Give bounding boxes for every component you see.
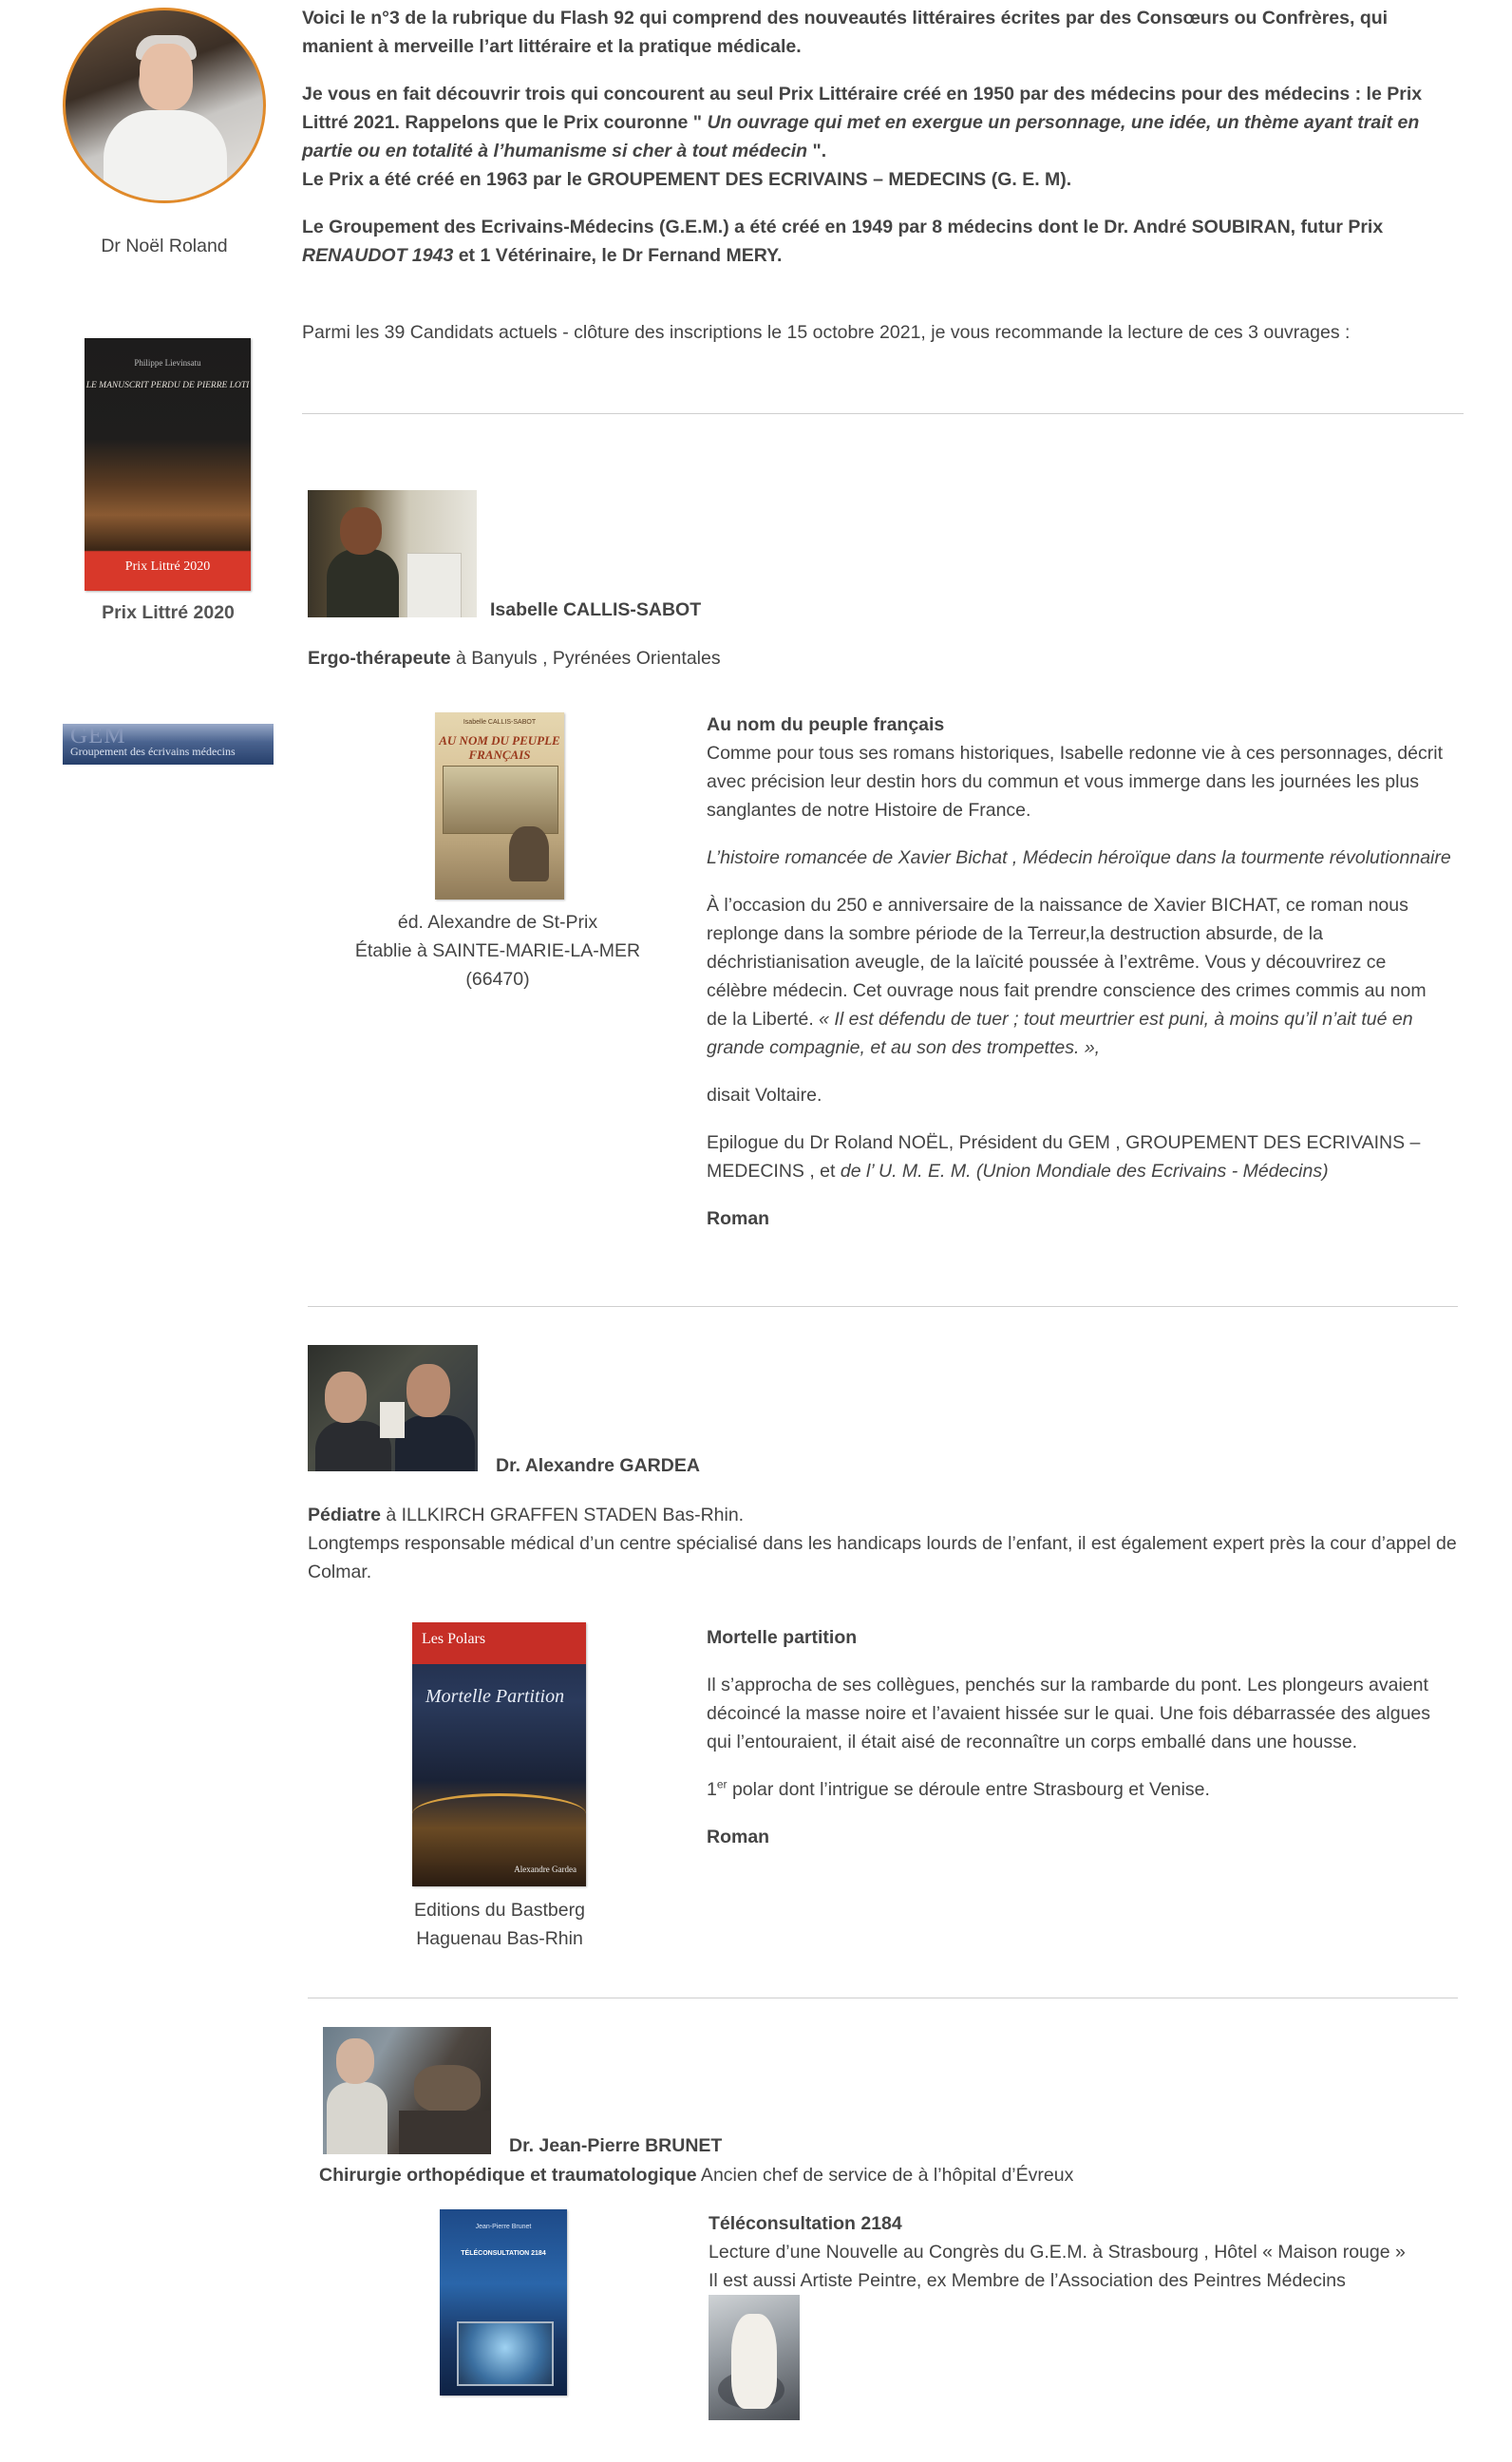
book-subtitle: L’histoire romancée de Xavier Bichat , Médecin héroïque dans la tourmente révolutionnaire: [707, 847, 1451, 868]
prix-definition-quote: Un ouvrage qui met en exergue un personnage, une idée, un thème ayant trait en partie ou en totalité à l’humanisme si cher à tout médecin: [302, 112, 1420, 161]
author-location: à Banyuls , Pyrénées Orientales: [450, 648, 721, 669]
reading-note: Lecture d’une Nouvelle au Congrès du G.E.M. à Strasbourg , Hôtel « Maison rouge »: [709, 2242, 1406, 2263]
gem-logo: [63, 724, 274, 765]
intro-p2-gem: Le Prix a été créé en 1963 par le GROUPEMENT DES ECRIVAINS – MEDECINS (G. E. M).: [302, 169, 1072, 190]
cover-author: Isabelle CALLIS-SABOT: [463, 719, 537, 726]
book-cover-au-nom-du-peuple: [435, 712, 564, 900]
genre-label: Roman: [707, 1827, 770, 1847]
book-cover-teleconsultation: [440, 2209, 567, 2396]
intro-paragraph-3: [302, 213, 1463, 270]
book-cover-title: LE MANUSCRIT PERDU DE PIERRE LOTI: [85, 381, 250, 390]
profession-label: Pédiatre: [308, 1505, 381, 1525]
epilogue-text: Epilogue du Dr Roland NOËL, Président du GEM , GROUPEMENT DES ECRIVAINS – MEDECINS , et: [707, 1132, 1421, 1182]
umem-mention: de l’ U. M. E. M. (Union Mondiale des Ecrivains - Médecins): [840, 1161, 1329, 1182]
publisher-name: éd. Alexandre de St-Prix: [397, 912, 598, 933]
book-description: [707, 710, 1451, 1233]
cover-title: TÉLÉCONSULTATION 2184: [461, 2250, 546, 2257]
intro-p2-text: Je vous en fait découvrir trois qui concourent au seul Prix Littéraire créé en 1950 par des médecins pour des médecins : le Prix Littré 2021. Rappelons que le Prix couronne ": [302, 84, 1423, 133]
intro-p3-text: Le Groupement des Ecrivains-Médecins (G.E.M.) a été créé en 1949 par 8 médecins dont le Dr. André SOUBIRAN, futur Prix: [302, 217, 1384, 237]
book-summary: Comme pour tous ses romans historiques, Isabelle redonne vie à ces personnages, décrit avec précision leur destin hors du commun et vous immerge dans les journées les plus sanglantes de notre Histoire de France.: [707, 743, 1443, 821]
publisher-info: [327, 1896, 672, 1953]
cover-title: AU NOM DU PEUPLE FRANÇAIS: [439, 733, 560, 762]
author-role: Ancien chef de service de à l’hôpital d’Évreux: [696, 2165, 1074, 2186]
publisher-location: Établie à SAINTE-MARIE-LA-MER: [354, 940, 641, 961]
author-name: Isabelle CALLIS-SABOT: [490, 599, 702, 620]
prix-littre-caption: Prix Littré 2020: [102, 602, 235, 623]
portrait-caption: Dr Noël Roland: [101, 236, 228, 256]
intro-p3-end: et 1 Vétérinaire, le Dr Fernand MERY.: [453, 245, 783, 266]
publisher-name: Editions du Bastberg: [414, 1900, 585, 1921]
book-context: [707, 891, 1451, 1062]
author-photo-gardea: [308, 1345, 478, 1471]
book-title: Mortelle partition: [707, 1627, 858, 1648]
author-profession: [308, 644, 1447, 672]
ordinal-number: 1: [707, 1779, 717, 1800]
author-bio: Longtemps responsable médical d’un centre spécialisé dans les handicaps lourds de l’enfant, il est également expert près la cour d’appel de Colmar.: [308, 1533, 1457, 1582]
artist-note: Il est aussi Artiste Peintre, ex Membre de l’Association des Peintres Médecins: [709, 2270, 1346, 2291]
author-photo-isabelle: [308, 490, 477, 617]
cover-author: Jean-Pierre Brunet: [475, 2224, 532, 2230]
cover-title: Mortelle Partition: [425, 1686, 565, 1707]
intro-paragraph-2: [302, 80, 1463, 194]
author-profession: [319, 2161, 1459, 2189]
publisher-location: Haguenau Bas-Rhin: [416, 1928, 583, 1949]
context-text: À l’occasion du 250 e anniversaire de la naissance de Xavier BICHAT, ce roman nous replonge dans la sombre période de la Terreur,la destruction absurde, de la déchristianisation aveugle, de la laïcité poussée à l’extrême. Vous y découvrirez ce célèbre médecin. Cet ouvrage nous fait prendre conscience des crimes commis au nom de la Liberté.: [707, 895, 1427, 1030]
book-cover-manuscrit-perdu: [85, 338, 251, 591]
author-profession: [308, 1501, 1462, 1586]
epilogue-note: [707, 1128, 1451, 1185]
voltaire-quote: « Il est défendu de tuer ; tout meurtrier est puni, à moins qu’il n’ait tué en grande compagnie, et au son des trompettes. »,: [707, 1009, 1413, 1058]
book-excerpt: Il s’approcha de ses collègues, penchés sur la rambarde du pont. Les plongeurs avaient décoincé la masse noire et l’avaient hissée sur le quai. Une fois débarrassée des algues qui l’entouraient, il était aisé de reconnaître un corps emballé dans une housse.: [707, 1675, 1431, 1752]
note-text: polar dont l’intrigue se déroule entre Strasbourg et Venise.: [727, 1779, 1210, 1800]
author-name: Dr. Alexandre GARDEA: [496, 1455, 700, 1476]
painting-image: [709, 2295, 800, 2420]
cover-author: Alexandre Gardea: [514, 1865, 576, 1874]
book-title: Au nom du peuple français: [707, 714, 945, 735]
intro-p2-end: ".: [807, 141, 827, 161]
author-portrait-noel-roland: [63, 8, 266, 203]
book-description: [707, 1623, 1453, 1851]
intro-paragraph-4: Parmi les 39 Candidats actuels - clôture des inscriptions le 15 octobre 2021, je vous recommande la lecture de ces 3 ouvrages :: [302, 322, 1351, 343]
gem-logo-subtitle: Groupement des écrivains médecins: [70, 745, 236, 758]
section-divider: [308, 1306, 1458, 1307]
section-divider: [302, 413, 1464, 414]
profession-label: Ergo-thérapeute: [308, 648, 451, 669]
cover-series: Les Polars: [422, 1631, 486, 1647]
author-photo-brunet: [323, 2027, 491, 2154]
book-cover-mortelle-partition: [412, 1622, 586, 1886]
profession-label: Chirurgie orthopédique et traumatologique: [319, 2165, 697, 2186]
author-location: à ILLKIRCH GRAFFEN STADEN Bas-Rhin.: [380, 1505, 745, 1525]
intro-paragraph-1: Voici le n°3 de la rubrique du Flash 92 qui comprend des nouveautés littéraires écrites par des Consœurs ou Confrères, qui manient à merveille l’art littéraire et la pratique médicale.: [302, 8, 1389, 57]
book-description: [709, 2209, 1459, 2295]
book-note: [707, 1775, 1453, 1804]
publisher-postcode: (66470): [465, 969, 530, 990]
genre-label: Roman: [707, 1208, 770, 1229]
gem-logo-text: GEM: [70, 723, 126, 748]
ordinal-suffix: er: [716, 1777, 728, 1791]
book-cover-band: Prix Littré 2020: [124, 559, 211, 574]
book-cover-author: Philippe Lievinsatu: [134, 358, 201, 368]
book-title: Téléconsultation 2184: [709, 2213, 902, 2234]
renaudot-mention: RENAUDOT 1943: [302, 245, 454, 266]
publisher-info: [327, 908, 669, 994]
quote-attribution: disait Voltaire.: [707, 1085, 822, 1106]
author-name: Dr. Jean-Pierre BRUNET: [509, 2135, 723, 2156]
